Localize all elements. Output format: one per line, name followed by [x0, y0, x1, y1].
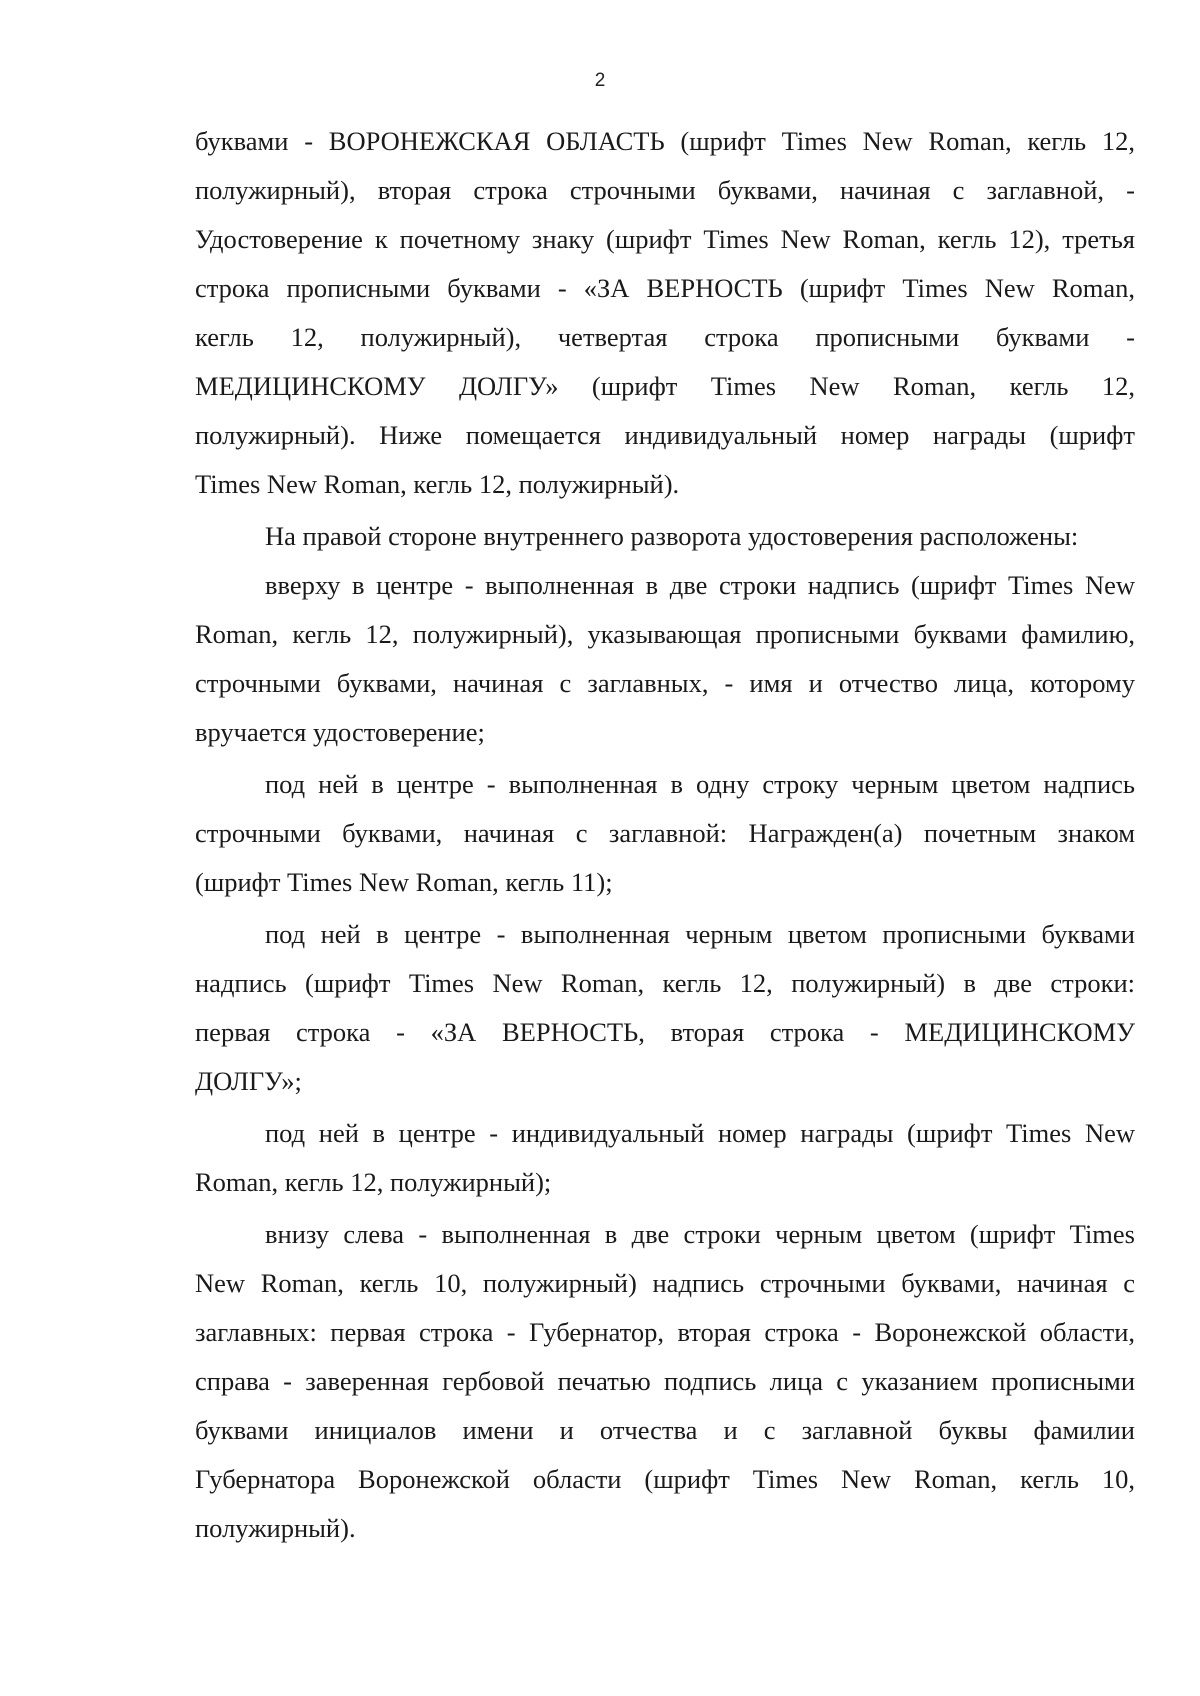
- paragraph: [195, 117, 1135, 509]
- text-line: Удостоверение к почетному знаку (шрифт Times New Roman, кегль 12), третья: [195, 224, 1135, 254]
- text-line: вверху в центре - выполненная в две строки надпись (шрифт Times New: [265, 570, 1135, 600]
- paragraph: [195, 1109, 1135, 1207]
- text-line: полужирный), вторая строка строчными буквами, начиная с заглавной, -: [195, 175, 1135, 205]
- text-line: Roman, кегль 12, полужирный);: [195, 1167, 552, 1197]
- text-line: New Roman, кегль 10, полужирный) надпись строчными буквами, начиная с: [195, 1268, 1135, 1298]
- text-line: Губернатора Воронежской области (шрифт Times New Roman, кегль 10,: [195, 1464, 1135, 1494]
- text-line: МЕДИЦИНСКОМУ ДОЛГУ» (шрифт Times New Roman, кегль 12,: [195, 371, 1135, 401]
- paragraph: [195, 512, 1135, 561]
- text-line: Times New Roman, кегль 12, полужирный).: [195, 469, 680, 499]
- text-line: под ней в центре - индивидуальный номер награды (шрифт Times New: [265, 1118, 1135, 1148]
- text-line: первая строка - «ЗА ВЕРНОСТЬ, вторая строка - МЕДИЦИНСКОМУ: [195, 1017, 1135, 1047]
- paragraph: [195, 1210, 1135, 1553]
- text-line: полужирный). Ниже помещается индивидуальный номер награды (шрифт: [195, 420, 1135, 450]
- text-line: полужирный).: [195, 1513, 356, 1543]
- text-line: буквами инициалов имени и отчества и с заглавной буквы фамилии: [195, 1415, 1135, 1445]
- text-line: строчными буквами, начиная с заглавной: Награжден(а) почетным знаком: [195, 818, 1135, 848]
- text-line: строчными буквами, начиная с заглавных, - имя и отчество лица, которому: [195, 668, 1135, 698]
- text-line: под ней в центре - выполненная черным цветом прописными буквами: [265, 919, 1135, 949]
- text-line: заглавных: первая строка - Губернатор, вторая строка - Воронежской области,: [195, 1317, 1135, 1347]
- text-line: внизу слева - выполненная в две строки черным цветом (шрифт Times: [265, 1219, 1135, 1249]
- text-line: На правой стороне внутреннего разворота удостоверения расположены:: [265, 521, 1079, 551]
- page-number: 2: [594, 70, 606, 91]
- text-line: (шрифт Times New Roman, кегль 11);: [195, 867, 613, 897]
- text-line: надпись (шрифт Times New Roman, кегль 12, полужирный) в две строки:: [195, 968, 1135, 998]
- text-line: справа - заверенная гербовой печатью подпись лица с указанием прописными: [195, 1366, 1135, 1396]
- text-line: под ней в центре - выполненная в одну строку черным цветом надпись: [265, 769, 1135, 799]
- text-line: ДОЛГУ»;: [195, 1066, 302, 1096]
- paragraph: [195, 760, 1135, 907]
- text-line: буквами - ВОРОНЕЖСКАЯ ОБЛАСТЬ (шрифт Times New Roman, кегль 12,: [195, 126, 1135, 156]
- text-line: вручается удостоверение;: [195, 717, 485, 747]
- document-body: [195, 117, 1135, 1553]
- paragraph: [195, 561, 1135, 757]
- text-line: Roman, кегль 12, полужирный), указывающая прописными буквами фамилию,: [195, 619, 1135, 649]
- paragraph: [195, 910, 1135, 1106]
- text-line: строка прописными буквами - «ЗА ВЕРНОСТЬ (шрифт Times New Roman,: [195, 273, 1135, 303]
- text-line: кегль 12, полужирный), четвертая строка прописными буквами -: [195, 322, 1135, 352]
